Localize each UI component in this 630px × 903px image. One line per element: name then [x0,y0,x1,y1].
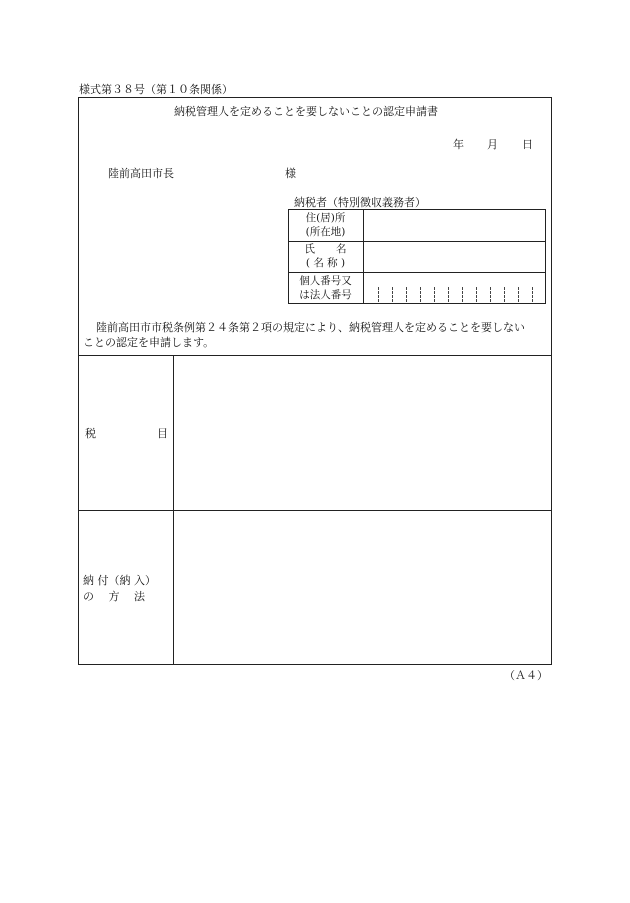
name-label-1: 氏 名 [304,243,347,255]
paper-size-label: （Ａ４） [504,669,548,682]
digit-separator [420,287,421,302]
digit-separator [504,287,505,302]
digit-separator [476,287,477,302]
applicant-heading: 納税者（特別徴収義務者） [294,196,426,209]
body-text-line-1: 陸前高田市市税条例第２４条第２項の規定により、納税管理人を定めることを要しない [96,321,525,334]
payment-method-label-2: の 方 法 [83,590,145,603]
address-label-2: (所在地) [305,226,346,238]
digit-separator [448,287,449,302]
address-label-1: 住(居)所 [305,212,346,224]
address-field[interactable] [364,210,545,241]
body-text-line-2: ことの認定を申請します。 [83,336,215,349]
digit-separator [392,287,393,302]
digit-separator [378,287,379,302]
date-year-label: 年 [453,138,464,151]
number-label-2: は法人番号 [299,289,352,301]
date-day-label: 日 [522,138,533,151]
digit-separator [518,287,519,302]
form-title: 納税管理人を定めることを要しないことの認定申請書 [174,105,438,118]
digit-separator [532,287,533,302]
tax-item-field[interactable] [174,356,551,509]
name-label-2: ( 名 称 ) [305,257,346,269]
digit-separator [490,287,491,302]
form-number: 様式第３８号（第１０条関係） [79,83,233,96]
digit-separator [462,287,463,302]
tax-item-label-a: 税 [85,427,96,440]
number-label-1: 個人番号又 [299,275,352,287]
payment-method-field[interactable] [174,511,551,664]
tax-item-label-b: 目 [157,427,168,440]
addressee-name: 陸前高田市長 [108,167,174,180]
payment-method-label-1: 納 付（納 入） [83,574,156,587]
digit-separator [406,287,407,302]
addressee-honorific: 様 [285,167,296,180]
digit-separator [434,287,435,302]
name-field[interactable] [364,242,545,272]
date-month-label: 月 [487,138,498,151]
